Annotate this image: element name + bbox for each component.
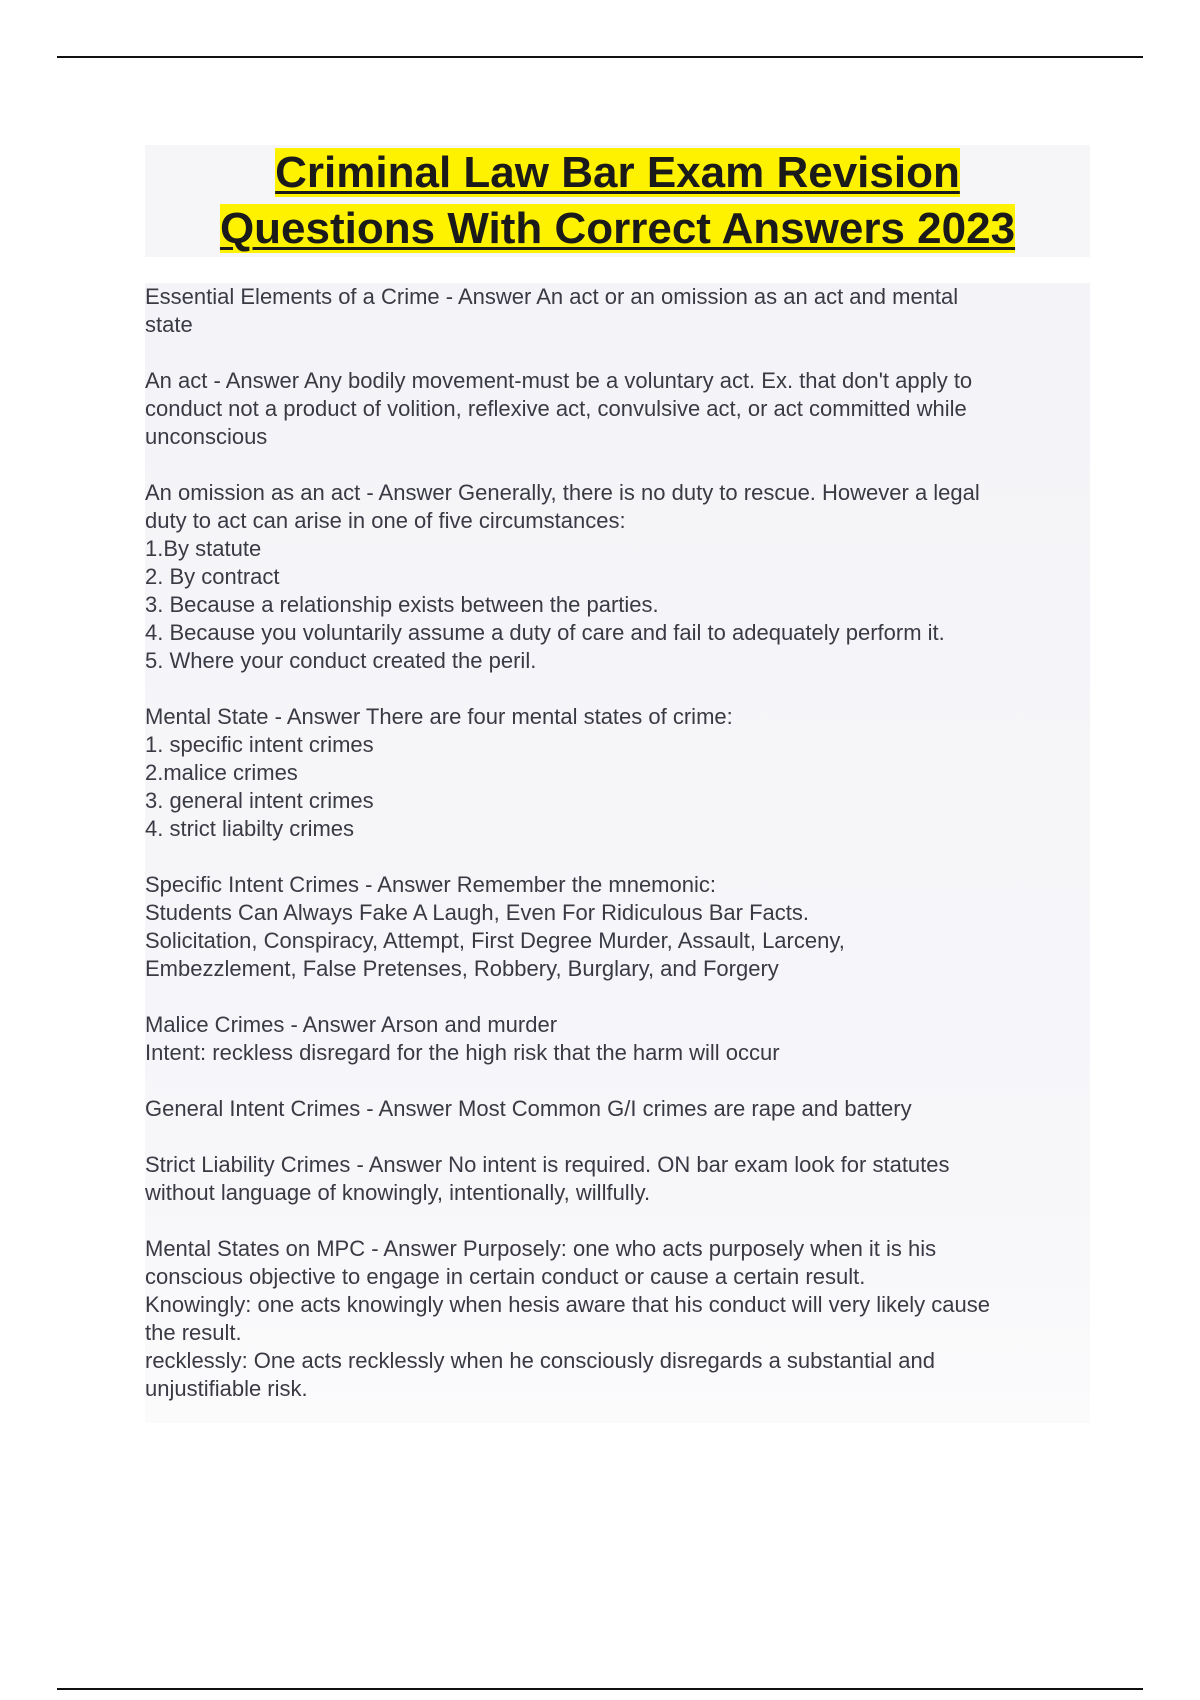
page-title-line-2: Questions With Correct Answers 2023 — [219, 204, 1016, 253]
qa-text-line: An act - Answer Any bodily movement-must be a voluntary act. Ex. that don't apply to — [145, 368, 973, 393]
qa-text-line: Embezzlement, False Pretenses, Robbery, Burglary, and Forgery — [145, 956, 779, 981]
qa-item — [145, 703, 1090, 843]
title-block — [145, 145, 1090, 257]
qa-text-line: 1.By statute — [145, 536, 262, 561]
qa-text-line: Essential Elements of a Crime - Answer An act or an omission as an act and mental — [145, 284, 959, 309]
qa-text-line: Malice Crimes - Answer Arson and murder — [145, 1012, 558, 1037]
qa-item — [145, 1235, 1090, 1403]
page-title-line-1: Criminal Law Bar Exam Revision — [275, 148, 960, 197]
qa-text-line: Mental State - Answer There are four mental states of crime: — [145, 704, 733, 729]
qa-text-line: Strict Liability Crimes - Answer No intent is required. ON bar exam look for statutes — [145, 1152, 950, 1177]
document-body — [145, 283, 1090, 1423]
qa-text-line: 1. specific intent crimes — [145, 732, 374, 757]
qa-text-line: duty to act can arise in one of five circumstances: — [145, 508, 626, 533]
qa-text-line: conduct not a product of volition, reflexive act, convulsive act, or act committed while — [145, 396, 967, 421]
qa-text-line: 2.malice crimes — [145, 760, 298, 785]
qa-item — [145, 367, 1090, 451]
qa-text-line: General Intent Crimes - Answer Most Common G/I crimes are rape and battery — [145, 1096, 912, 1121]
qa-text-line: unconscious — [145, 424, 268, 449]
qa-text-line: 5. Where your conduct created the peril. — [145, 648, 537, 673]
qa-item — [145, 1011, 1090, 1067]
qa-text-line: An omission as an act - Answer Generally, there is no duty to rescue. However a legal — [145, 480, 980, 505]
qa-text-line: state — [145, 312, 193, 337]
qa-text-line: Knowingly: one acts knowingly when hesis aware that his conduct will very likely cause — [145, 1292, 990, 1317]
qa-text-line: Mental States on MPC - Answer Purposely: one who acts purposely when it is his — [145, 1236, 937, 1261]
qa-list — [145, 283, 1090, 1431]
qa-text-line: 3. general intent crimes — [145, 788, 374, 813]
qa-text-line: conscious objective to engage in certain conduct or cause a certain result. — [145, 1264, 866, 1289]
qa-text-line: Students Can Always Fake A Laugh, Even For Ridiculous Bar Facts. — [145, 900, 810, 925]
qa-text-line: unjustifiable risk. — [145, 1376, 308, 1401]
top-rule — [57, 56, 1143, 58]
qa-text-line: 4. strict liabilty crimes — [145, 816, 355, 841]
qa-item — [145, 871, 1090, 983]
qa-item — [145, 1095, 1090, 1123]
qa-text-line: Solicitation, Conspiracy, Attempt, First Degree Murder, Assault, Larceny, — [145, 928, 845, 953]
qa-item — [145, 479, 1090, 675]
qa-text-line: without language of knowingly, intentionally, willfully. — [145, 1180, 651, 1205]
qa-text-line: 4. Because you voluntarily assume a duty of care and fail to adequately perform it. — [145, 620, 945, 645]
qa-text-line: 3. Because a relationship exists between the parties. — [145, 592, 659, 617]
qa-text-line: Intent: reckless disregard for the high risk that the harm will occur — [145, 1040, 780, 1065]
qa-text-line: the result. — [145, 1320, 242, 1345]
qa-text-line: Specific Intent Crimes - Answer Remember the mnemonic: — [145, 872, 716, 897]
qa-text-line: recklessly: One acts recklessly when he consciously disregards a substantial and — [145, 1348, 935, 1373]
qa-item — [145, 1151, 1090, 1207]
qa-item — [145, 283, 1090, 339]
qa-text-line: 2. By contract — [145, 564, 280, 589]
bottom-rule — [57, 1688, 1143, 1690]
